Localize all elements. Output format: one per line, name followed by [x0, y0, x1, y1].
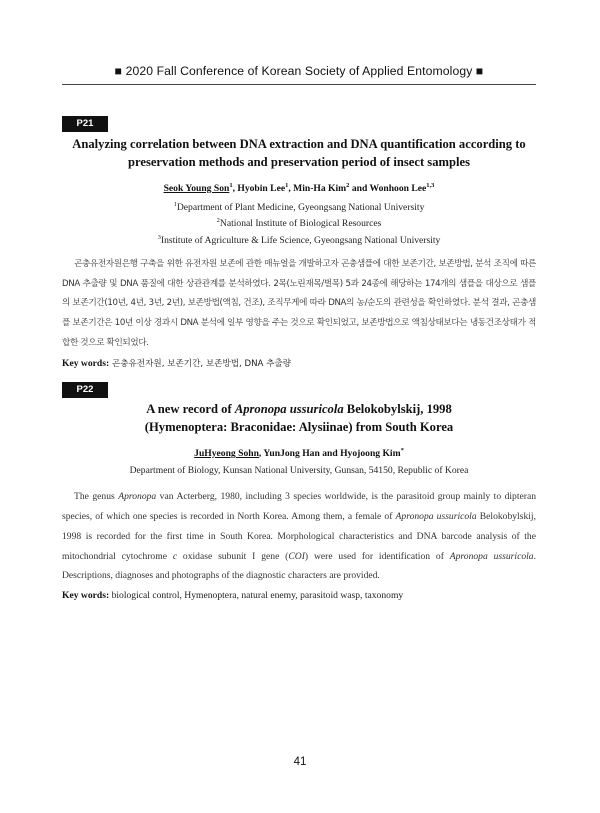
p22-author-sep: , — [258, 448, 264, 460]
p21-affiliation — [62, 231, 536, 247]
p22-authors — [62, 447, 536, 459]
p22-title-species: Apronopa ussuricola — [234, 402, 344, 416]
p21-author-4-sup: 1,3 — [426, 182, 435, 189]
p22-abstract-segment: ) were used for identification of — [304, 550, 450, 562]
p21-affiliation-sup: 3 — [157, 233, 161, 241]
p21-affiliation-sup: 1 — [173, 201, 177, 209]
p22-keywords — [62, 588, 536, 604]
p21-author-3-sup: 2 — [346, 182, 350, 189]
p22-abstract-italic: Apronopa — [118, 491, 157, 503]
p21-keywords — [62, 356, 536, 372]
p22-abstract-italic: c — [172, 550, 178, 562]
p21-affiliation-sup: 2 — [216, 217, 220, 225]
p22-abstract-italic: COI — [288, 550, 305, 562]
p21-affiliation — [62, 214, 536, 230]
p21-author-3: Min-Ha Kim — [293, 183, 347, 195]
p21-abstract-text: 곤충유전자원은행 구축을 위한 유전자원 보존에 관한 매뉴얼을 개발하고자 곤충샘플에 대한 보존기간, 보존방법, 분석 조직에 따른 DNA 추출량 및 DNA 품질에 대한 상관관계를 분석하였다. 2목(노린재목/벌목) 5과 24종에 해당하는 174개의 샘플을 대상으로 샘플의 보존기간(10년, 4년, 3년, 2년), 보존방법(액침, 건조), 조직무게에 따라 DNA의 농/순도의 관련성을 확인하였다. 분석 결과, 곤충샘플 보존기간은 10년 이상 경과시 DNA 분석에 일부 영향을 주는 것으로 확인되었고, 보존방법으로 액침상태보다는 냉동건조상태가 적합한 것으로 확인되었다. — [62, 258, 536, 348]
p22-title-prefix: A new record of — [146, 402, 235, 416]
p21-keywords-list: 곤충유전자원, 보존기간, 보존방법, DNA 추출량 — [109, 358, 292, 369]
p22-abstract-italic: Apronopa ussuricola — [449, 550, 534, 562]
p22-abstract-segment: van Acterberg, 1980, including 3 species worldwide, is the parasitoid group mainly to dipteran species, of which one species is recorded in North Korea. Among them, a female of — [62, 491, 536, 522]
p21-author-sep: , — [232, 183, 238, 195]
p21-keywords-label: Key words: — [62, 357, 110, 369]
p21-author-2: Hyobin Lee — [237, 183, 286, 195]
p22-abstract-text — [62, 487, 536, 586]
p22-title — [62, 401, 536, 436]
p22-abstract-segment: The genus — [74, 491, 119, 503]
poster-tag-p22: P22 — [62, 382, 108, 398]
p22-author-1: JuHyeong Sohn — [194, 448, 259, 460]
p22-abstract-segment: . Descriptions, diagnoses and photographs of the diagnostic characters are provided. — [62, 550, 536, 582]
p21-authors — [62, 182, 536, 194]
p21-title-line1: Analyzing correlation between DNA extraction and DNA quantification according to — [72, 137, 526, 151]
page-number: 41 — [293, 756, 307, 768]
p21-abstract-block — [62, 136, 536, 372]
p22-author-2: YunJong Han — [263, 448, 320, 460]
p21-author-1: Seok Young Son — [163, 183, 230, 195]
p22-author-3: Hyojoong Kim — [340, 448, 401, 460]
p21-author-1-sup: 1 — [229, 182, 233, 189]
p21-author-sep: and — [349, 183, 370, 195]
p22-keywords-label: Key words: — [62, 590, 110, 602]
p21-affiliation-text: National Institute of Biological Resources — [219, 218, 382, 230]
header-rule — [62, 84, 536, 85]
p22-abstract-segment: Belokobylskij, 1998 is recorded for the first time in South Korea. Morphological characteristics and DNA barcode analysis of the mitochondrial cytochrome — [62, 510, 536, 562]
p21-title-line2: preservation methods and preservation period of insect samples — [127, 154, 470, 169]
p21-affiliation — [62, 198, 536, 214]
p21-affiliation-text: Department of Plant Medicine, Gyeongsang National University — [176, 202, 425, 214]
p22-keywords-list: biological control, Hymenoptera, natural enemy, parasitoid wasp, taxonomy — [109, 590, 404, 602]
running-header: ■ 2020 Fall Conference of Korean Society of Applied Entomology ■ — [114, 64, 484, 78]
p22-abstract-block — [62, 401, 536, 604]
p22-abstract-segment: oxidase subunit I gene ( — [177, 550, 289, 562]
p22-abstract-italic: Apronopa ussuricola — [395, 510, 477, 522]
p22-author-3-sup: * — [400, 447, 404, 454]
p21-title — [62, 136, 536, 171]
p22-title-suffix: Belokobylskij, 1998 — [343, 402, 452, 416]
p22-affiliation: Department of Biology, Kunsan National University, Gunsan, 54150, Republic of Korea — [129, 465, 469, 477]
p22-author-sep: and — [319, 448, 341, 460]
p21-affiliation-text: Institute of Agriculture & Life Science, Gyeongsang National University — [160, 234, 441, 246]
p21-author-4: Wonhoon Lee — [369, 183, 427, 195]
p21-author-2-sup: 1 — [285, 182, 289, 189]
p21-author-sep: , — [288, 183, 294, 195]
p21-affiliations — [62, 198, 536, 247]
poster-tag-p21: P21 — [62, 116, 108, 132]
p22-title-line2: (Hymenoptera: Braconidae: Alysiinae) from South Korea — [144, 419, 454, 434]
